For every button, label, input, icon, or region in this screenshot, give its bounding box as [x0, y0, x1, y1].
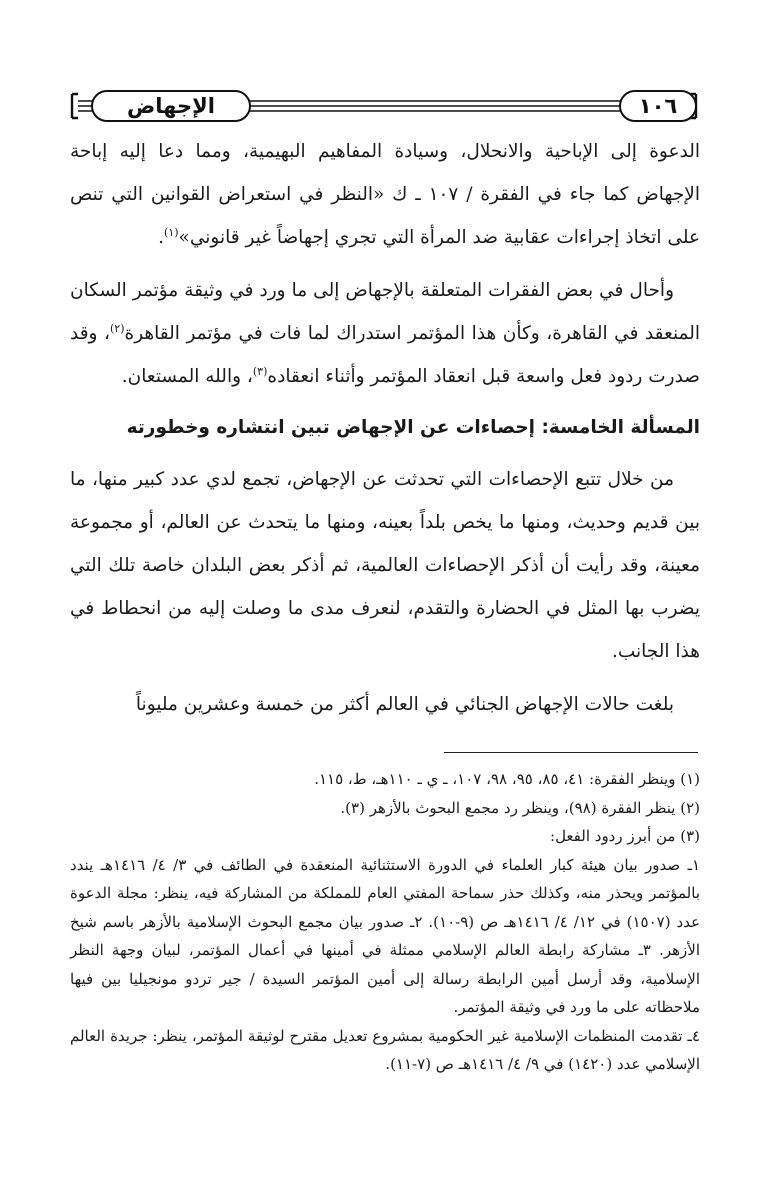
paragraph-1: الدعوة إلى الإباحية والانحلال، وسيادة المفاهيم البهيمية، ومما دعا إليه إباحة الإجهاض كما جاء في الفقرة / ١٠٧ ـ ك «النظر في استعراض القوانين التي تنص على اتخاذ إجراءات عقابية ضد المرأة التي تجري إجهاضاً غير قانوني»$^{(١)}$.: [70, 141, 700, 248]
running-header: [70, 88, 698, 124]
paragraph-2-text-a: وأحال في بعض الفقرات المتعلقة بالإجهاض إلى ما ورد في وثيقة مؤتمر السكان المنعقد في القاهرة، وكأن هذا المؤتمر استدراك لما فات في مؤتمر القاهرة: [70, 280, 700, 344]
footnotes: [70, 765, 700, 1079]
footnote-3-item-1: ١ـ صدور بيان هيئة كبار العلماء في الدورة الاستثنائية المنعقدة في الطائف في ٣/ ٤/ ١٤١٦هـ يندد بالمؤتمر ويحذر منه، وكذلك حذر سماحة المفتي العام للمملكة من المشاركة فيه، ينظر: مجلة الدعوة عدد (١٥٠٧) في ١٢/ ٤/ ١٤١٦هـ ص (٩-١٠). ٢ـ صدور بيان مجمع البحوث الإسلامية بالأزهر باسم شيخ الأزهر. ٣ـ مشاركة رابطة العالم الإسلامي ممثلة في أمينها في أعمال المؤتمر، لبيان وجهة النظر الإسلامية، وقد أرسل أمين الرابطة رسالة إلى أمين المؤتمر السيدة / جير تردو مونجيليا بين فيها ملاحظاته على ما ورد في وثيقة المؤتمر.: [70, 855, 701, 1016]
footnote-3-item-4: ٤ـ تقدمت المنظمات الإسلامية غير الحكومية بمشروع تعديل مقترح لوثيقة المؤتمر، ينظر: جريدة العالم الإسلامي عدد (١٤٢٠) في ٩/ ٤/ ١٤١٦هـ ص (٧-١١).: [70, 1026, 700, 1073]
section-heading: المسألة الخامسة: إحصاءات عن الإجهاض تبين انتشاره وخطورته: [126, 417, 700, 438]
footnote-divider: [444, 752, 698, 753]
footnote-ref-2: (٢): [110, 321, 125, 335]
paragraph-4: بلغت حالات الإجهاض الجنائي في العالم أكثر من خمسة وعشرين مليوناً: [135, 694, 674, 715]
footnote-2: (٢) ينظر الفقرة (٩٨)، وينظر رد مجمع البحوث بالأزهر (٣).: [340, 798, 700, 817]
page-number: ١٠٦: [638, 94, 678, 118]
paragraph-3: من خلال تتبع الإحصاءات التي تحدثت عن الإجهاض، تجمع لدي عدد كبير منها، ما بين قديم وحديث، ومنها ما يخص بلداً بعينه، ومنها ما يتحدث عن العالم، أو مجموعة معينة، وقد رأيت أن أذكر الإحصاءات العالمية، ثم أذكر بعض البلدان خاصة تلك التي يضرب بها المثل في الحضارة والتقدم، لنعرف مدى ما وصلت إليه من انحطاط في هذا الجانب.: [70, 469, 700, 662]
paragraph-2-text-c: ، والله المستعان.: [121, 366, 253, 387]
paragraph-2-text-b: ، وقد صدرت ردود فعل واسعة قبل انعقاد المؤتمر وأثناء انعقاده: [70, 323, 700, 387]
footnote-ref-3: (٣): [252, 364, 268, 378]
paragraph-1-text: الدعوة إلى الإباحية والانحلال، وسيادة المفاهيم البهيمية، ومما دعا إليه إباحة الإجهاض كما جاء في الفقرة / ١٠٧ ـ ك «النظر في استعراض القوانين التي تنص على اتخاذ إجراءات عقابية ضد المرأة التي تجري إجهاضاً غير قانوني»: [70, 141, 700, 248]
paragraph-2: [70, 269, 700, 398]
footnote-1: (١) وينظر الفقرة: ٤١، ٨٥، ٩٥، ٩٨، ١٠٧، ـ ي ـ ١١٠هـ، ط، ١١٥.: [314, 770, 700, 788]
footnote-ref-1: (١): [164, 225, 179, 239]
running-title: الإجهاض: [127, 94, 215, 118]
main-text: [70, 130, 700, 726]
footnote-3: (٣) من أبرز ردود الفعل:: [550, 827, 700, 845]
